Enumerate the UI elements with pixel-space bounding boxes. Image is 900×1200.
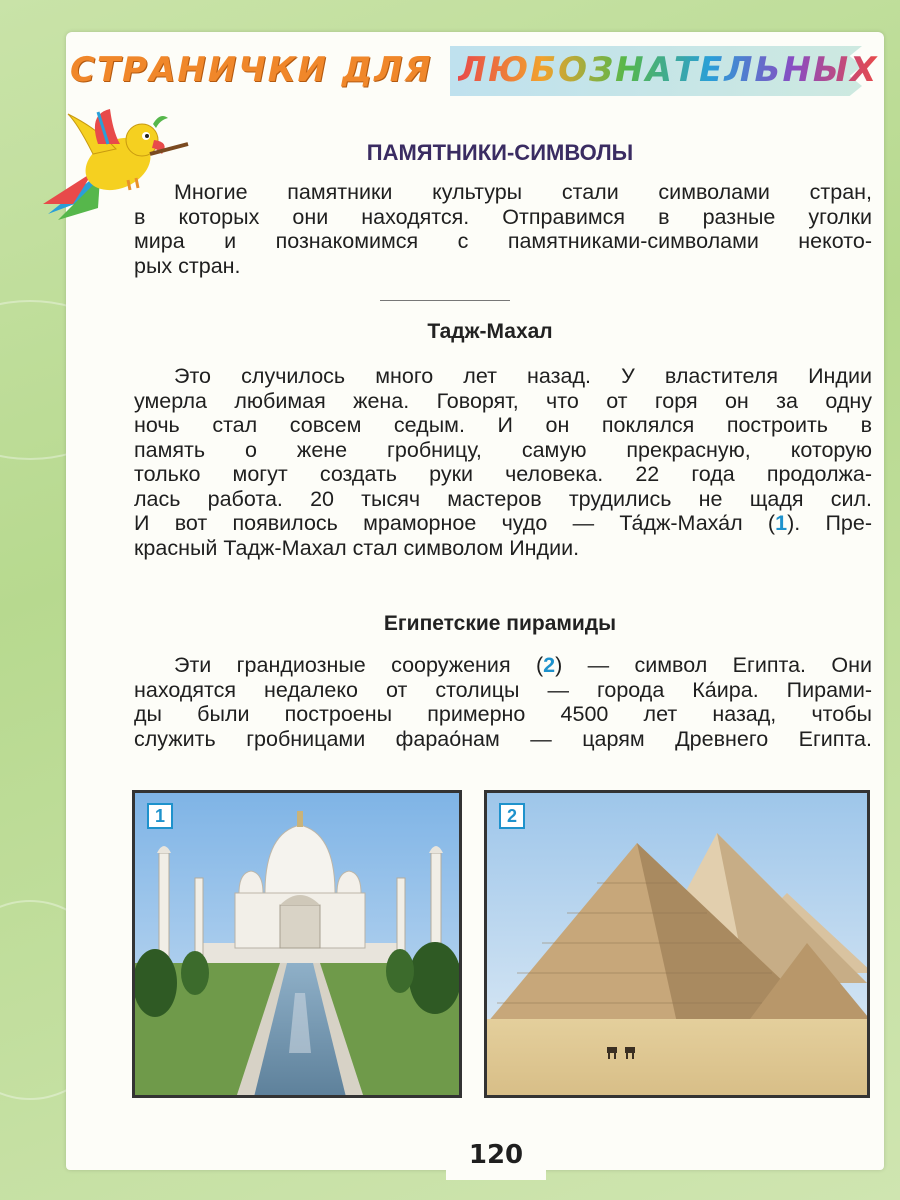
header-title-part2: ЛЮБОЗНАТЕЛЬНЫХ [458,50,879,90]
photo-badge-2: 2 [499,803,525,829]
egypt-paragraph [134,653,872,751]
intro-line: Многие памятники культуры стали символами стран, [174,180,872,204]
taj-line: только могут создать руки человека. 22 года продолжа- [134,462,872,486]
egypt-line: находятся недалеко от столицы — города Ка́ира. Пирами- [134,677,872,702]
egypt-line-part: Эти грандиозные сооружения ( [174,653,544,677]
taj-mahal-paragraph [134,364,872,560]
egypt-line-with-ref [134,653,872,678]
taj-line-part: ). Пре- [787,511,873,535]
figure-ref-1: 1 [775,511,788,535]
intro-line: рых стран. [134,253,241,278]
egypt-line: служить гробницами фарао́нам — царям Древнего Египта. [134,726,872,751]
taj-line-with-ref [134,511,872,536]
egypt-pyramids-heading: Египетские пирамиды [383,612,617,635]
figure-ref-2: 2 [543,653,556,677]
main-heading: ПАМЯТНИКИ-СИМВОЛЫ [366,140,634,165]
pyramids-photo [484,790,870,1098]
taj-line: ночь стал совсем седым. И он поклялся построить в [134,413,872,437]
intro-paragraph [134,180,872,278]
photo-badge-1: 1 [147,803,173,829]
taj-mahal-photo [132,790,462,1098]
taj-line: красный Тадж-Махал стал символом Индии. [134,535,580,560]
intro-line: в которых они находятся. Отправимся в разные уголки [134,204,872,229]
divider [380,300,510,301]
page-number: 120 [446,1130,546,1180]
intro-line: мира и познакомимся с памятниками-символами некото- [134,229,872,253]
taj-mahal-image [135,793,462,1098]
egypt-line: ды были построены примерно 4500 лет назад, чтобы [134,702,872,726]
taj-line: память о жене гробницу, самую прекрасную, которую [134,437,872,462]
taj-line: лась работа. 20 тысяч мастеров трудились не щадя сил. [134,486,872,511]
egypt-line-part: ) — символ Египта. Они [555,653,872,677]
taj-line: умерла любимая жена. Говорят, что от горя он за одну [134,388,872,413]
pyramids-image [487,793,870,1098]
taj-line-part: И вот появилось мраморное чудо — Та́дж-Маха́л ( [134,511,776,535]
taj-mahal-heading: Тадж-Махал [427,320,553,343]
taj-line: Это случилось много лет назад. У властителя Индии [174,364,872,388]
header-title-part1: СТРАНИЧКИ ДЛЯ [70,50,433,90]
